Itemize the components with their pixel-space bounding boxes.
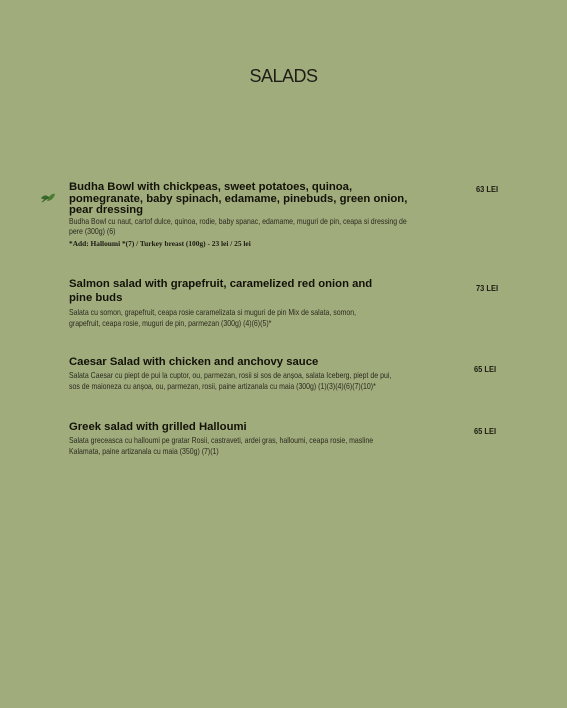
menu-item-greek-salad: [69, 420, 409, 457]
item-name: Salmon salad with grapefruit, caramelized red onion and pine buds: [69, 278, 373, 304]
item-name: Greek salad with grilled Halloumi: [69, 421, 247, 433]
menu-item-salmon-salad: [69, 277, 374, 329]
item-price: 65 LEI: [474, 364, 497, 374]
item-name: Budha Bowl with chickpeas, sweet potatoes, quinoa, pomegranate, baby spinach, edamame, pinebuds, green onion, pear dressing: [69, 181, 408, 216]
item-description: Salata Caesar cu piept de pui la cuptor, ou, parmezan, rosii si sos de anșoa, salata Iceberg, piept de pui, sos de maioneza cu anșoa, ou, parmezan, rosii, paine artizanala cu maia (300g) (1)(3)(4)(6)(7)(10)*: [69, 371, 392, 391]
item-extra: *Add: Halloumi *(7) / Turkey breast (100g) - 23 lei / 25 lei: [69, 238, 251, 248]
item-name: Caesar Salad with chicken and anchovy sauce: [69, 356, 319, 368]
menu-item-budha-bowl: [69, 182, 409, 249]
item-description: Salata cu somon, grapefruit, ceapa rosie caramelizata si muguri de pin Mix de salata, somon, grapefruit, ceapa rosie, muguri de pin, parmezan (300g) (4)(6)(5)*: [69, 308, 357, 328]
item-price: 73 LEI: [476, 283, 499, 293]
item-description: Salata greceasca cu halloumi pe gratar Rosii, castraveti, ardei gras, halloumi, ceapa rosie, masline Kalamata, paine artizanala cu maia (350g) (7)(1): [69, 436, 374, 456]
page-title: SALADS: [249, 66, 318, 86]
menu-item-caesar-salad: [69, 355, 409, 392]
item-price: 63 LEI: [476, 184, 499, 194]
item-description: Budha Bowl cu naut, cartof dulce, quinoa, rodie, baby spanac, edamame, muguri de pin, ceapa si dressing de pere (300g) (6): [69, 216, 407, 236]
leaf-icon: [40, 192, 56, 204]
item-price: 65 LEI: [474, 426, 497, 436]
